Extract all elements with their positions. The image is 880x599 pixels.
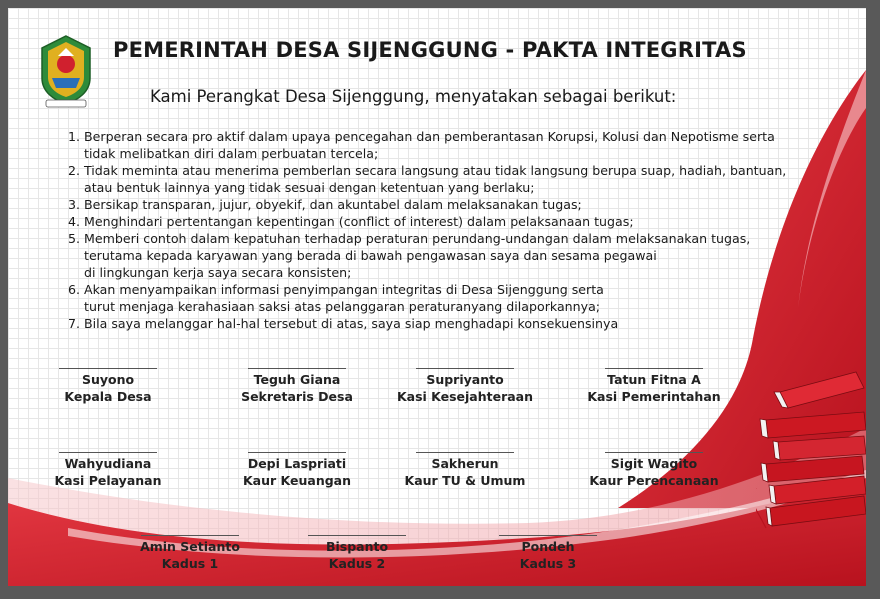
page-subtitle: Kami Perangkat Desa Sijenggung, menyatakan sebagai berikut:: [150, 87, 677, 106]
statement-number: 4.: [68, 214, 81, 229]
signature-block: [579, 368, 729, 405]
statement-line: Tidak meminta atau menerima pemberlan secara langsung atau tidak langsung berupa suap, hadiah, bantuan,: [84, 163, 787, 178]
signatory-name: Sigit Wagito: [610, 456, 698, 471]
signature-block: [390, 368, 540, 405]
signature-block: [33, 452, 183, 489]
signatory-position: Kadus 3: [519, 556, 577, 571]
signatory-name: Pondeh: [521, 539, 575, 554]
statement-line: Berperan secara pro aktif dalam upaya pencegahan dan pemberantasan Korupsi, Kolusi dan Nepotisme serta: [84, 129, 775, 144]
statement-number: 7.: [68, 316, 81, 331]
signatory-position: Kaur Keuangan: [243, 473, 351, 488]
signatory-name: Supriyanto: [426, 372, 504, 387]
statement-number: 1.: [68, 129, 81, 144]
signatory-position: Kadus 2: [328, 556, 386, 571]
signature-block: [222, 452, 372, 489]
page-title: PEMERINTAH DESA SIJENGGUNG - PAKTA INTEGRITAS: [113, 38, 747, 62]
statement-line: Akan menyampaikan informasi penyimpangan integritas di Desa Sijenggung serta: [84, 282, 604, 297]
signature-line: [416, 368, 514, 369]
signatory-name: Amin Setianto: [140, 539, 240, 554]
statement-item: [68, 315, 828, 332]
signatory-position: Kaur Perencanaan: [589, 473, 719, 488]
statement-line: atau bentuk lainnya yang tidak sesuai dengan ketentuan yang berlaku;: [84, 180, 535, 195]
signature-line: [59, 368, 157, 369]
signatory-position: Kepala Desa: [64, 389, 152, 404]
signatory-position: Kasi Pelayanan: [54, 473, 162, 488]
regency-crest-icon: [38, 34, 94, 110]
book-stack-icon: [756, 358, 866, 538]
signatory-name: Depi Laspriati: [247, 456, 347, 471]
statement-number: 3.: [68, 197, 81, 212]
signatory-position: Kadus 1: [161, 556, 219, 571]
signature-block: [473, 535, 623, 572]
signature-line: [416, 452, 514, 453]
signatory-name: Tatun Fitna A: [607, 372, 701, 387]
signature-block: [115, 535, 265, 572]
statement-line: di lingkungan kerja saya secara konsisten;: [84, 265, 352, 280]
signatory-position: Kaur TU & Umum: [404, 473, 526, 488]
signature-line: [308, 535, 406, 536]
signature-line: [605, 368, 703, 369]
signatory-position: Kasi Kesejahteraan: [396, 389, 534, 404]
signature-line: [248, 452, 346, 453]
statement-item: [68, 213, 828, 230]
signatory-name: Bispanto: [325, 539, 389, 554]
statement-line: tidak melibatkan diri dalam perbuatan tercela;: [84, 146, 379, 161]
poster-sheet: [8, 8, 866, 586]
statement-line: terutama kepada karyawan yang berada di bawah pengawasan saya dan sesama pegawai: [84, 248, 657, 263]
signature-line: [59, 452, 157, 453]
statement-item: [68, 128, 828, 162]
statement-number: 6.: [68, 282, 81, 297]
signatory-name: Sakherun: [431, 456, 499, 471]
statement-number: 5.: [68, 231, 81, 246]
statement-item: [68, 281, 828, 315]
signatory-name: Teguh Giana: [253, 372, 341, 387]
signature-line: [248, 368, 346, 369]
statement-line: Menghindari pertentangan kepentingan (conflict of interest) dalam pelaksanaan tugas;: [84, 214, 634, 229]
signature-block: [579, 452, 729, 489]
signatory-name: Suyono: [81, 372, 135, 387]
signatory-name: Wahyudiana: [64, 456, 152, 471]
integrity-statement-list: [68, 128, 828, 332]
statement-item: [68, 162, 828, 196]
signature-line: [499, 535, 597, 536]
statement-line: turut menjaga kerahasiaan saksi atas pelanggaran peraturanyang dilaporkannya;: [84, 299, 601, 314]
signatory-position: Kasi Pemerintahan: [587, 389, 721, 404]
statement-item: [68, 230, 828, 281]
statement-line: Memberi contoh dalam kepatuhan terhadap peraturan perundang-undangan dalam melaksanakan tugas,: [84, 231, 751, 246]
signatory-position: Sekretaris Desa: [241, 389, 353, 404]
statement-line: Bila saya melanggar hal-hal tersebut di atas, saya siap menghadapi konsekuensinya: [84, 316, 619, 331]
signature-line: [605, 452, 703, 453]
statement-item: [68, 196, 828, 213]
statement-line: Bersikap transparan, jujur, obyekif, dan akuntabel dalam melaksanakan tugas;: [84, 197, 582, 212]
signature-block: [222, 368, 372, 405]
signature-block: [33, 368, 183, 405]
statement-number: 2.: [68, 163, 81, 178]
signature-line: [141, 535, 239, 536]
signature-block: [390, 452, 540, 489]
signature-block: [282, 535, 432, 572]
